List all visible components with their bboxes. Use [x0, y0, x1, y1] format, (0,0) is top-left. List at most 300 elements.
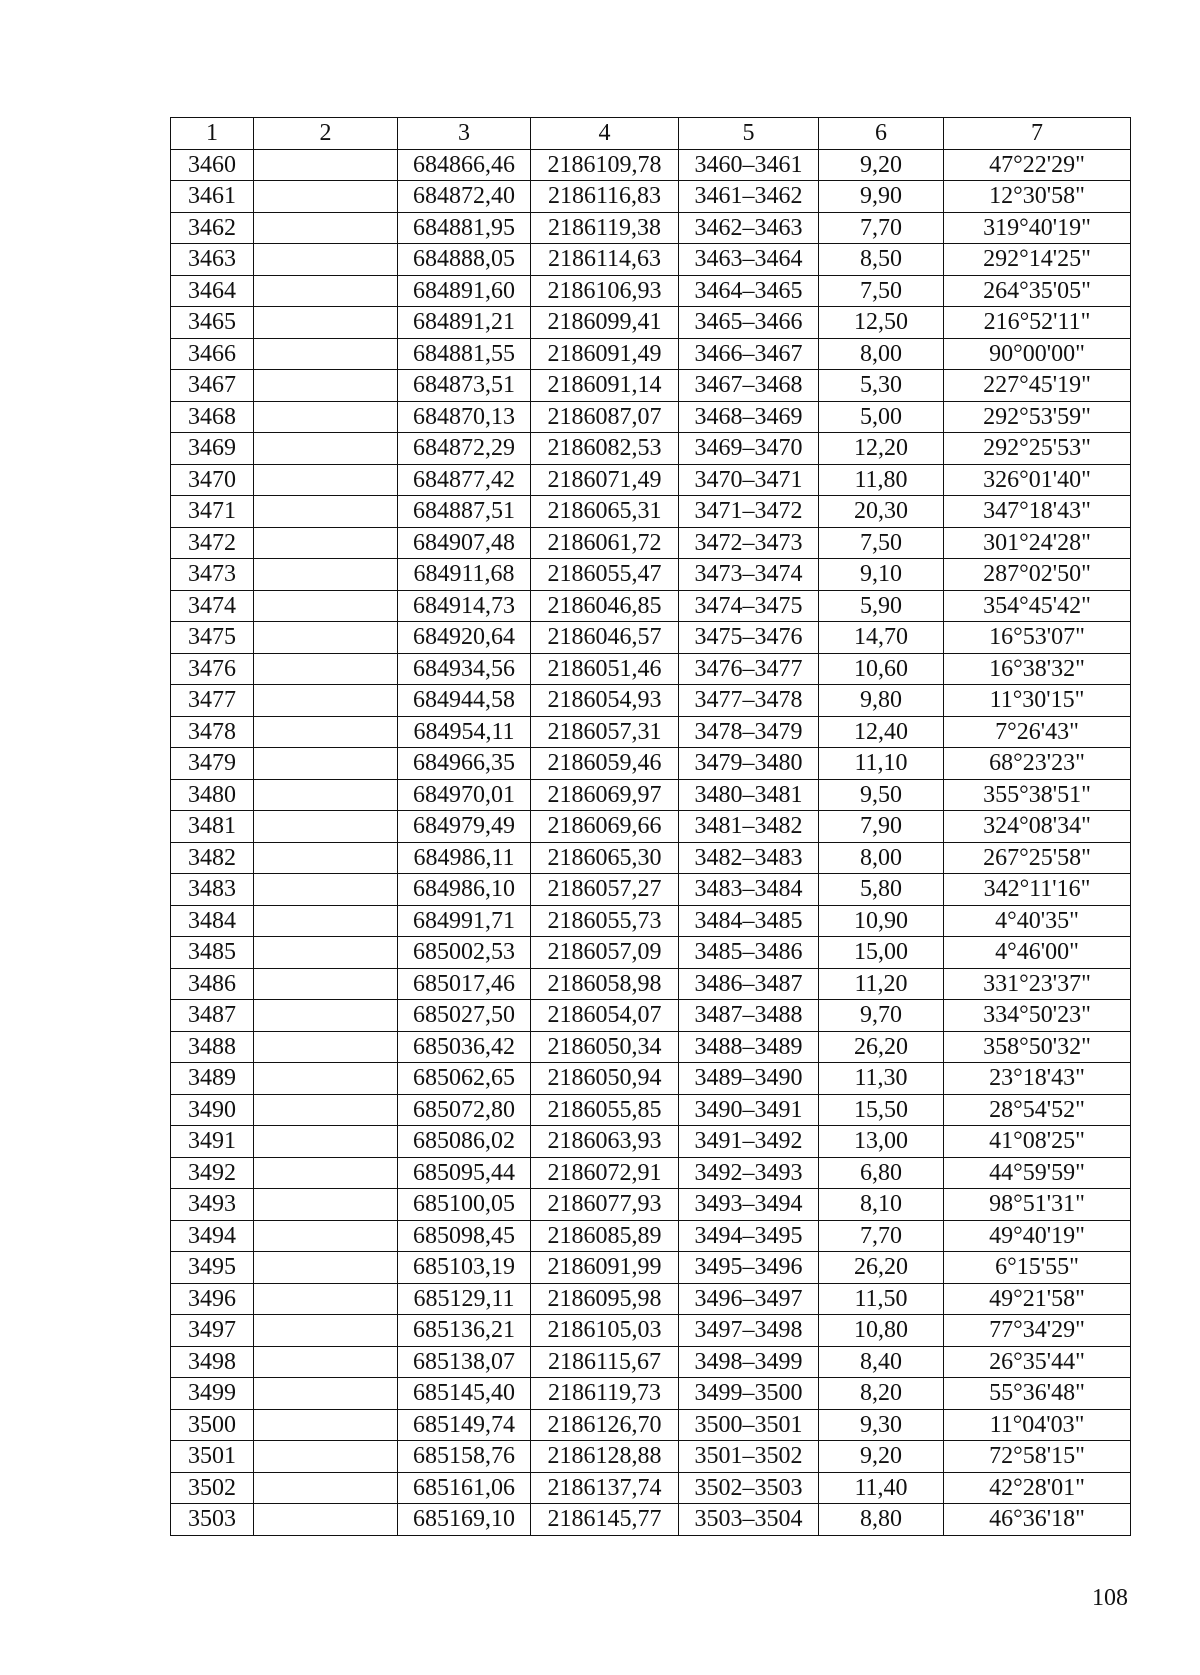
- length-cell: 14,70: [819, 622, 944, 654]
- point-number-cell: 3460: [171, 149, 254, 181]
- point-number-cell: 3461: [171, 181, 254, 213]
- length-cell: 5,30: [819, 370, 944, 402]
- y-coordinate-cell: 2186085,89: [531, 1220, 679, 1252]
- segment-cell: 3462–3463: [679, 212, 819, 244]
- column-header: 3: [398, 118, 531, 150]
- empty-cell: [254, 1441, 398, 1473]
- y-coordinate-cell: 2186082,53: [531, 433, 679, 465]
- angle-cell: 292°25'53": [944, 433, 1131, 465]
- empty-cell: [254, 1126, 398, 1158]
- angle-cell: 72°58'15": [944, 1441, 1131, 1473]
- y-coordinate-cell: 2186061,72: [531, 527, 679, 559]
- segment-cell: 3472–3473: [679, 527, 819, 559]
- x-coordinate-cell: 685161,06: [398, 1472, 531, 1504]
- table-row: [171, 590, 1131, 622]
- segment-cell: 3495–3496: [679, 1252, 819, 1284]
- x-coordinate-cell: 685138,07: [398, 1346, 531, 1378]
- y-coordinate-cell: 2186072,91: [531, 1157, 679, 1189]
- length-cell: 20,30: [819, 496, 944, 528]
- empty-cell: [254, 748, 398, 780]
- y-coordinate-cell: 2186059,46: [531, 748, 679, 780]
- point-number-cell: 3470: [171, 464, 254, 496]
- segment-cell: 3489–3490: [679, 1063, 819, 1095]
- angle-cell: 16°53'07": [944, 622, 1131, 654]
- segment-cell: 3494–3495: [679, 1220, 819, 1252]
- segment-cell: 3481–3482: [679, 811, 819, 843]
- point-number-cell: 3498: [171, 1346, 254, 1378]
- length-cell: 5,90: [819, 590, 944, 622]
- x-coordinate-cell: 684911,68: [398, 559, 531, 591]
- segment-cell: 3460–3461: [679, 149, 819, 181]
- y-coordinate-cell: 2186145,77: [531, 1504, 679, 1536]
- table-row: [171, 1252, 1131, 1284]
- empty-cell: [254, 1315, 398, 1347]
- y-coordinate-cell: 2186095,98: [531, 1283, 679, 1315]
- length-cell: 10,60: [819, 653, 944, 685]
- point-number-cell: 3492: [171, 1157, 254, 1189]
- empty-cell: [254, 905, 398, 937]
- table-row: [171, 401, 1131, 433]
- length-cell: 11,30: [819, 1063, 944, 1095]
- angle-cell: 267°25'58": [944, 842, 1131, 874]
- table-row: [171, 1315, 1131, 1347]
- table-row: [171, 1441, 1131, 1473]
- empty-cell: [254, 496, 398, 528]
- empty-cell: [254, 149, 398, 181]
- table-row: [171, 464, 1131, 496]
- empty-cell: [254, 874, 398, 906]
- empty-cell: [254, 275, 398, 307]
- length-cell: 12,40: [819, 716, 944, 748]
- y-coordinate-cell: 2186069,97: [531, 779, 679, 811]
- segment-cell: 3497–3498: [679, 1315, 819, 1347]
- column-header: 4: [531, 118, 679, 150]
- y-coordinate-cell: 2186065,30: [531, 842, 679, 874]
- length-cell: 15,50: [819, 1094, 944, 1126]
- column-header: 7: [944, 118, 1131, 150]
- empty-cell: [254, 1094, 398, 1126]
- x-coordinate-cell: 684954,11: [398, 716, 531, 748]
- length-cell: 9,70: [819, 1000, 944, 1032]
- angle-cell: 334°50'23": [944, 1000, 1131, 1032]
- angle-cell: 47°22'29": [944, 149, 1131, 181]
- table-row: [171, 275, 1131, 307]
- x-coordinate-cell: 685158,76: [398, 1441, 531, 1473]
- segment-cell: 3490–3491: [679, 1094, 819, 1126]
- angle-cell: 11°30'15": [944, 685, 1131, 717]
- point-number-cell: 3495: [171, 1252, 254, 1284]
- length-cell: 7,70: [819, 1220, 944, 1252]
- segment-cell: 3473–3474: [679, 559, 819, 591]
- table-row: [171, 338, 1131, 370]
- point-number-cell: 3497: [171, 1315, 254, 1347]
- column-header: 2: [254, 118, 398, 150]
- point-number-cell: 3475: [171, 622, 254, 654]
- segment-cell: 3498–3499: [679, 1346, 819, 1378]
- y-coordinate-cell: 2186099,41: [531, 307, 679, 339]
- point-number-cell: 3485: [171, 937, 254, 969]
- y-coordinate-cell: 2186091,49: [531, 338, 679, 370]
- empty-cell: [254, 1346, 398, 1378]
- empty-cell: [254, 1031, 398, 1063]
- length-cell: 11,10: [819, 748, 944, 780]
- y-coordinate-cell: 2186126,70: [531, 1409, 679, 1441]
- y-coordinate-cell: 2186058,98: [531, 968, 679, 1000]
- x-coordinate-cell: 685100,05: [398, 1189, 531, 1221]
- table-row: [171, 1000, 1131, 1032]
- table-row: [171, 1094, 1131, 1126]
- point-number-cell: 3502: [171, 1472, 254, 1504]
- point-number-cell: 3476: [171, 653, 254, 685]
- empty-cell: [254, 1063, 398, 1095]
- point-number-cell: 3474: [171, 590, 254, 622]
- table-row: [171, 527, 1131, 559]
- point-number-cell: 3501: [171, 1441, 254, 1473]
- table-row: [171, 1472, 1131, 1504]
- angle-cell: 331°23'37": [944, 968, 1131, 1000]
- angle-cell: 6°15'55": [944, 1252, 1131, 1284]
- y-coordinate-cell: 2186065,31: [531, 496, 679, 528]
- length-cell: 7,70: [819, 212, 944, 244]
- table-row: [171, 874, 1131, 906]
- y-coordinate-cell: 2186050,34: [531, 1031, 679, 1063]
- angle-cell: 354°45'42": [944, 590, 1131, 622]
- x-coordinate-cell: 684866,46: [398, 149, 531, 181]
- point-number-cell: 3462: [171, 212, 254, 244]
- angle-cell: 55°36'48": [944, 1378, 1131, 1410]
- point-number-cell: 3473: [171, 559, 254, 591]
- y-coordinate-cell: 2186046,57: [531, 622, 679, 654]
- empty-cell: [254, 527, 398, 559]
- x-coordinate-cell: 685136,21: [398, 1315, 531, 1347]
- segment-cell: 3486–3487: [679, 968, 819, 1000]
- column-header: 6: [819, 118, 944, 150]
- point-number-cell: 3478: [171, 716, 254, 748]
- length-cell: 6,80: [819, 1157, 944, 1189]
- table-row: [171, 1220, 1131, 1252]
- segment-cell: 3469–3470: [679, 433, 819, 465]
- table-row: [171, 622, 1131, 654]
- angle-cell: 358°50'32": [944, 1031, 1131, 1063]
- segment-cell: 3484–3485: [679, 905, 819, 937]
- y-coordinate-cell: 2186054,07: [531, 1000, 679, 1032]
- point-number-cell: 3465: [171, 307, 254, 339]
- length-cell: 8,50: [819, 244, 944, 276]
- y-coordinate-cell: 2186077,93: [531, 1189, 679, 1221]
- x-coordinate-cell: 684872,40: [398, 181, 531, 213]
- length-cell: 8,40: [819, 1346, 944, 1378]
- length-cell: 12,50: [819, 307, 944, 339]
- angle-cell: 287°02'50": [944, 559, 1131, 591]
- length-cell: 10,90: [819, 905, 944, 937]
- table-row: [171, 716, 1131, 748]
- empty-cell: [254, 716, 398, 748]
- x-coordinate-cell: 685098,45: [398, 1220, 531, 1252]
- length-cell: 11,50: [819, 1283, 944, 1315]
- point-number-cell: 3491: [171, 1126, 254, 1158]
- point-number-cell: 3487: [171, 1000, 254, 1032]
- x-coordinate-cell: 685086,02: [398, 1126, 531, 1158]
- empty-cell: [254, 1157, 398, 1189]
- angle-cell: 49°21'58": [944, 1283, 1131, 1315]
- angle-cell: 44°59'59": [944, 1157, 1131, 1189]
- angle-cell: 46°36'18": [944, 1504, 1131, 1536]
- table-row: [171, 496, 1131, 528]
- segment-cell: 3502–3503: [679, 1472, 819, 1504]
- segment-cell: 3483–3484: [679, 874, 819, 906]
- angle-cell: 347°18'43": [944, 496, 1131, 528]
- table-row: [171, 1409, 1131, 1441]
- y-coordinate-cell: 2186063,93: [531, 1126, 679, 1158]
- empty-cell: [254, 212, 398, 244]
- point-number-cell: 3493: [171, 1189, 254, 1221]
- x-coordinate-cell: 684934,56: [398, 653, 531, 685]
- point-number-cell: 3488: [171, 1031, 254, 1063]
- x-coordinate-cell: 684920,64: [398, 622, 531, 654]
- y-coordinate-cell: 2186055,85: [531, 1094, 679, 1126]
- segment-cell: 3501–3502: [679, 1441, 819, 1473]
- point-number-cell: 3490: [171, 1094, 254, 1126]
- segment-cell: 3470–3471: [679, 464, 819, 496]
- y-coordinate-cell: 2186115,67: [531, 1346, 679, 1378]
- point-number-cell: 3500: [171, 1409, 254, 1441]
- segment-cell: 3500–3501: [679, 1409, 819, 1441]
- segment-cell: 3503–3504: [679, 1504, 819, 1536]
- table-row: [171, 1504, 1131, 1536]
- table-row: [171, 779, 1131, 811]
- x-coordinate-cell: 685149,74: [398, 1409, 531, 1441]
- angle-cell: 292°53'59": [944, 401, 1131, 433]
- empty-cell: [254, 1189, 398, 1221]
- table-row: [171, 1283, 1131, 1315]
- segment-cell: 3491–3492: [679, 1126, 819, 1158]
- y-coordinate-cell: 2186137,74: [531, 1472, 679, 1504]
- column-header: 1: [171, 118, 254, 150]
- y-coordinate-cell: 2186106,93: [531, 275, 679, 307]
- x-coordinate-cell: 684944,58: [398, 685, 531, 717]
- empty-cell: [254, 1220, 398, 1252]
- empty-cell: [254, 338, 398, 370]
- segment-cell: 3467–3468: [679, 370, 819, 402]
- point-number-cell: 3468: [171, 401, 254, 433]
- table-row: [171, 370, 1131, 402]
- y-coordinate-cell: 2186119,38: [531, 212, 679, 244]
- empty-cell: [254, 1409, 398, 1441]
- segment-cell: 3463–3464: [679, 244, 819, 276]
- table-row: [171, 1346, 1131, 1378]
- x-coordinate-cell: 684914,73: [398, 590, 531, 622]
- angle-cell: 355°38'51": [944, 779, 1131, 811]
- table-body: [171, 149, 1131, 1535]
- length-cell: 11,40: [819, 1472, 944, 1504]
- angle-cell: 7°26'43": [944, 716, 1131, 748]
- y-coordinate-cell: 2186116,83: [531, 181, 679, 213]
- point-number-cell: 3467: [171, 370, 254, 402]
- y-coordinate-cell: 2186069,66: [531, 811, 679, 843]
- empty-cell: [254, 1252, 398, 1284]
- angle-cell: 41°08'25": [944, 1126, 1131, 1158]
- x-coordinate-cell: 685103,19: [398, 1252, 531, 1284]
- point-number-cell: 3494: [171, 1220, 254, 1252]
- angle-cell: 227°45'19": [944, 370, 1131, 402]
- table-row: [171, 1063, 1131, 1095]
- angle-cell: 11°04'03": [944, 1409, 1131, 1441]
- y-coordinate-cell: 2186114,63: [531, 244, 679, 276]
- angle-cell: 324°08'34": [944, 811, 1131, 843]
- empty-cell: [254, 244, 398, 276]
- empty-cell: [254, 559, 398, 591]
- point-number-cell: 3499: [171, 1378, 254, 1410]
- empty-cell: [254, 590, 398, 622]
- segment-cell: 3496–3497: [679, 1283, 819, 1315]
- length-cell: 9,80: [819, 685, 944, 717]
- segment-cell: 3492–3493: [679, 1157, 819, 1189]
- x-coordinate-cell: 684873,51: [398, 370, 531, 402]
- empty-cell: [254, 685, 398, 717]
- y-coordinate-cell: 2186057,27: [531, 874, 679, 906]
- empty-cell: [254, 779, 398, 811]
- point-number-cell: 3486: [171, 968, 254, 1000]
- y-coordinate-cell: 2186054,93: [531, 685, 679, 717]
- y-coordinate-cell: 2186119,73: [531, 1378, 679, 1410]
- table-row: [171, 968, 1131, 1000]
- angle-cell: 264°35'05": [944, 275, 1131, 307]
- x-coordinate-cell: 684887,51: [398, 496, 531, 528]
- point-number-cell: 3479: [171, 748, 254, 780]
- x-coordinate-cell: 684872,29: [398, 433, 531, 465]
- angle-cell: 68°23'23": [944, 748, 1131, 780]
- angle-cell: 90°00'00": [944, 338, 1131, 370]
- table-row: [171, 811, 1131, 843]
- x-coordinate-cell: 684891,60: [398, 275, 531, 307]
- x-coordinate-cell: 684986,10: [398, 874, 531, 906]
- point-number-cell: 3471: [171, 496, 254, 528]
- empty-cell: [254, 1000, 398, 1032]
- x-coordinate-cell: 685036,42: [398, 1031, 531, 1063]
- coordinates-table: [170, 117, 1131, 1536]
- length-cell: 8,00: [819, 338, 944, 370]
- point-number-cell: 3469: [171, 433, 254, 465]
- page-number: 108: [1092, 1585, 1128, 1611]
- y-coordinate-cell: 2186109,78: [531, 149, 679, 181]
- length-cell: 7,90: [819, 811, 944, 843]
- y-coordinate-cell: 2186057,31: [531, 716, 679, 748]
- length-cell: 26,20: [819, 1252, 944, 1284]
- angle-cell: 301°24'28": [944, 527, 1131, 559]
- length-cell: 5,80: [819, 874, 944, 906]
- length-cell: 8,20: [819, 1378, 944, 1410]
- length-cell: 7,50: [819, 527, 944, 559]
- angle-cell: 326°01'40": [944, 464, 1131, 496]
- angle-cell: 16°38'32": [944, 653, 1131, 685]
- point-number-cell: 3482: [171, 842, 254, 874]
- angle-cell: 216°52'11": [944, 307, 1131, 339]
- segment-cell: 3478–3479: [679, 716, 819, 748]
- y-coordinate-cell: 2186050,94: [531, 1063, 679, 1095]
- y-coordinate-cell: 2186087,07: [531, 401, 679, 433]
- x-coordinate-cell: 684877,42: [398, 464, 531, 496]
- empty-cell: [254, 1378, 398, 1410]
- angle-cell: 42°28'01": [944, 1472, 1131, 1504]
- x-coordinate-cell: 685169,10: [398, 1504, 531, 1536]
- empty-cell: [254, 370, 398, 402]
- segment-cell: 3465–3466: [679, 307, 819, 339]
- angle-cell: 26°35'44": [944, 1346, 1131, 1378]
- table-row: [171, 842, 1131, 874]
- empty-cell: [254, 811, 398, 843]
- angle-cell: 12°30'58": [944, 181, 1131, 213]
- empty-cell: [254, 433, 398, 465]
- empty-cell: [254, 622, 398, 654]
- length-cell: 26,20: [819, 1031, 944, 1063]
- length-cell: 9,10: [819, 559, 944, 591]
- empty-cell: [254, 653, 398, 685]
- point-number-cell: 3463: [171, 244, 254, 276]
- table-row: [171, 1031, 1131, 1063]
- length-cell: 8,00: [819, 842, 944, 874]
- table-row: [171, 1189, 1131, 1221]
- table-row: [171, 653, 1131, 685]
- length-cell: 9,20: [819, 149, 944, 181]
- length-cell: 8,10: [819, 1189, 944, 1221]
- segment-cell: 3499–3500: [679, 1378, 819, 1410]
- x-coordinate-cell: 685129,11: [398, 1283, 531, 1315]
- segment-cell: 3468–3469: [679, 401, 819, 433]
- segment-cell: 3464–3465: [679, 275, 819, 307]
- x-coordinate-cell: 684979,49: [398, 811, 531, 843]
- length-cell: 15,00: [819, 937, 944, 969]
- x-coordinate-cell: 685027,50: [398, 1000, 531, 1032]
- point-number-cell: 3464: [171, 275, 254, 307]
- angle-cell: 4°40'35": [944, 905, 1131, 937]
- point-number-cell: 3480: [171, 779, 254, 811]
- x-coordinate-cell: 684891,21: [398, 307, 531, 339]
- table-row: [171, 307, 1131, 339]
- table-row: [171, 181, 1131, 213]
- angle-cell: 28°54'52": [944, 1094, 1131, 1126]
- length-cell: 11,80: [819, 464, 944, 496]
- length-cell: 9,90: [819, 181, 944, 213]
- segment-cell: 3493–3494: [679, 1189, 819, 1221]
- table-row: [171, 748, 1131, 780]
- segment-cell: 3466–3467: [679, 338, 819, 370]
- x-coordinate-cell: 684970,01: [398, 779, 531, 811]
- y-coordinate-cell: 2186091,14: [531, 370, 679, 402]
- y-coordinate-cell: 2186105,03: [531, 1315, 679, 1347]
- table-row: [171, 905, 1131, 937]
- angle-cell: 292°14'25": [944, 244, 1131, 276]
- table-row: [171, 149, 1131, 181]
- empty-cell: [254, 307, 398, 339]
- empty-cell: [254, 968, 398, 1000]
- segment-cell: 3488–3489: [679, 1031, 819, 1063]
- length-cell: 13,00: [819, 1126, 944, 1158]
- x-coordinate-cell: 684991,71: [398, 905, 531, 937]
- angle-cell: 4°46'00": [944, 937, 1131, 969]
- point-number-cell: 3496: [171, 1283, 254, 1315]
- x-coordinate-cell: 685145,40: [398, 1378, 531, 1410]
- x-coordinate-cell: 684907,48: [398, 527, 531, 559]
- y-coordinate-cell: 2186057,09: [531, 937, 679, 969]
- y-coordinate-cell: 2186051,46: [531, 653, 679, 685]
- length-cell: 9,50: [819, 779, 944, 811]
- table-row: [171, 212, 1131, 244]
- table-row: [171, 937, 1131, 969]
- table-row: [171, 244, 1131, 276]
- length-cell: 12,20: [819, 433, 944, 465]
- segment-cell: 3471–3472: [679, 496, 819, 528]
- table-row: [171, 1157, 1131, 1189]
